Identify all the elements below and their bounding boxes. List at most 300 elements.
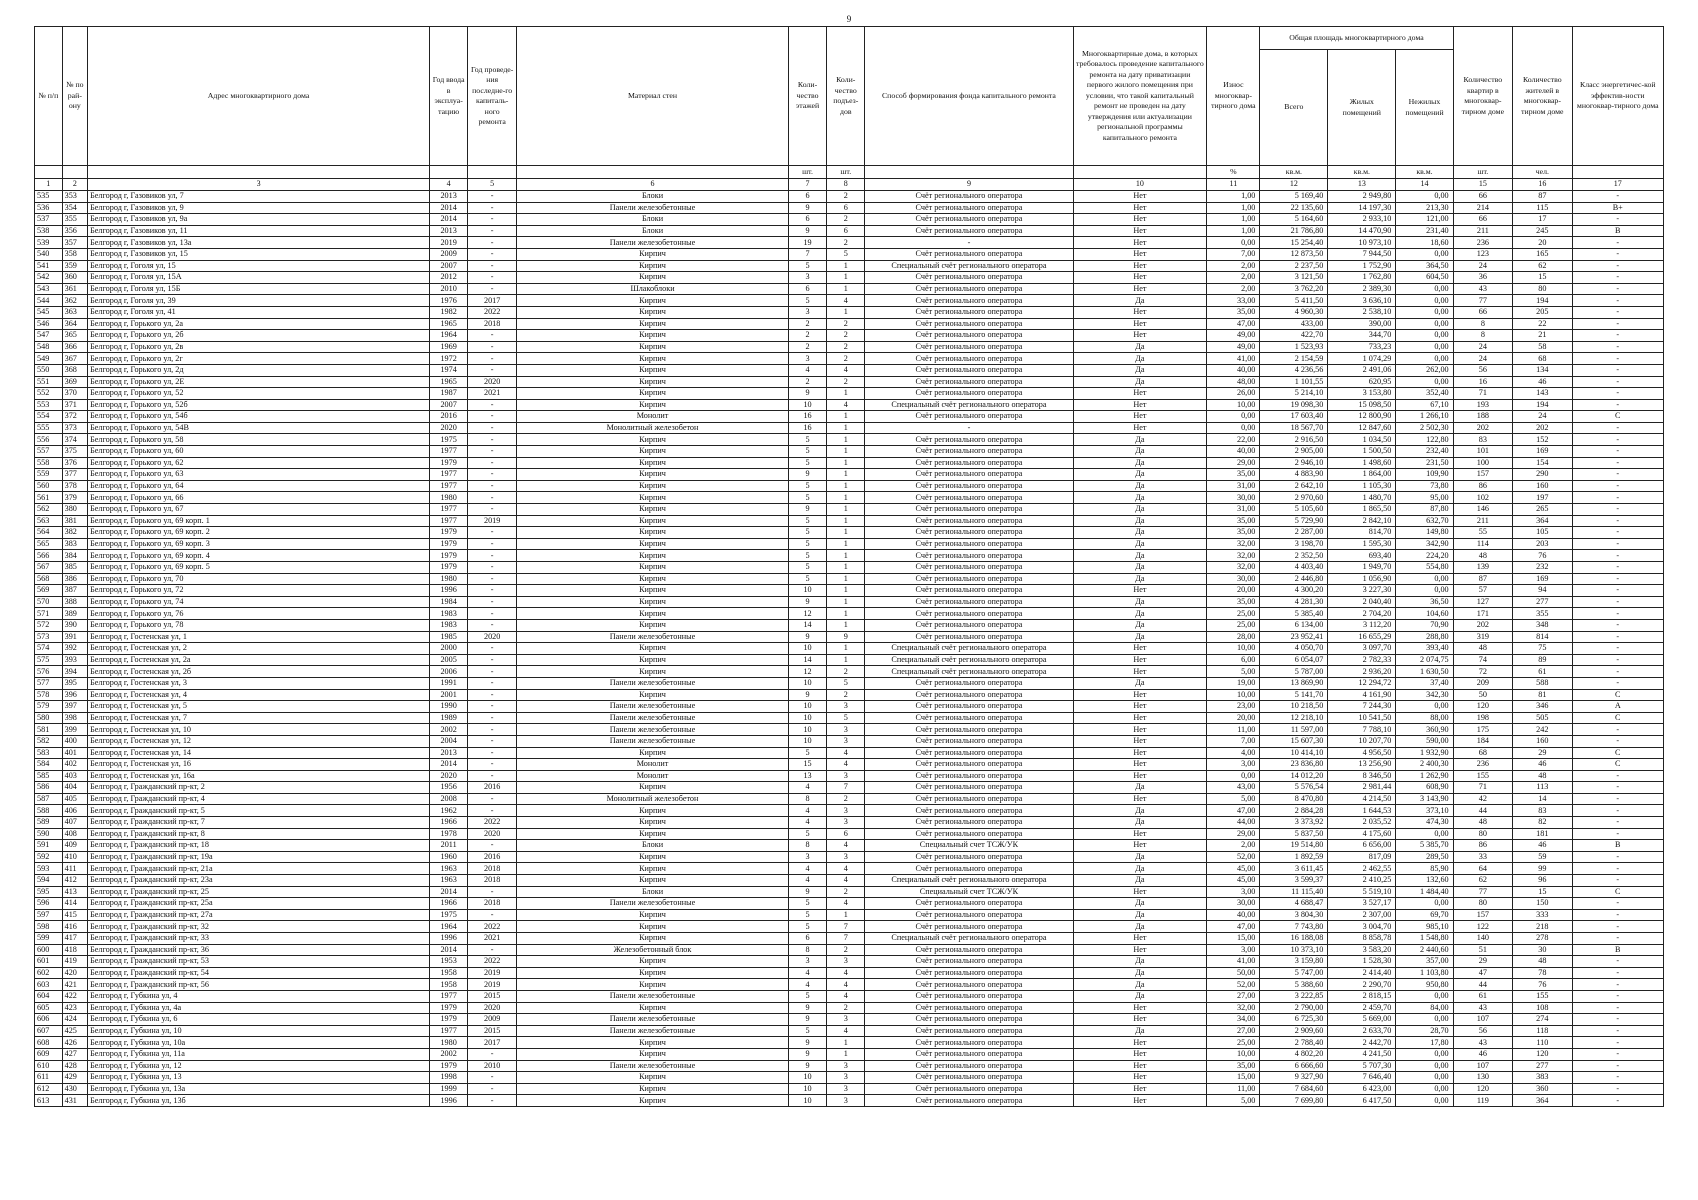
cell-repair-required: Нет (1073, 759, 1207, 771)
cell-residents-count: 94 (1513, 585, 1572, 597)
cell-repair-required: Да (1073, 434, 1207, 446)
cell-apartments-count: 72 (1453, 666, 1512, 678)
cell-residents-count: 68 (1513, 353, 1572, 365)
cell-floors: 10 (788, 399, 826, 411)
cell-energy-class: - (1572, 1083, 1663, 1095)
cell-area-residential: 1 644,53 (1328, 805, 1396, 817)
cell-floors: 4 (788, 782, 826, 794)
table-row (35, 527, 1664, 539)
cell-last-repair-year: - (468, 237, 517, 249)
cell-wall-material: Кирпич (517, 527, 789, 539)
cell-fund-method: Счёт регионального оператора (865, 1060, 1073, 1072)
cell-apartments-count: 46 (1453, 1048, 1512, 1060)
cell-residents-count: 105 (1513, 527, 1572, 539)
cell-district-number: 389 (62, 608, 87, 620)
cell-wear-percent: 22,00 (1207, 434, 1260, 446)
cell-year-built: 1975 (430, 434, 468, 446)
cell-area-nonresidential: 121,00 (1396, 214, 1453, 226)
cell-wear-percent: 6,00 (1207, 654, 1260, 666)
cell-entrances: 1 (827, 1037, 865, 1049)
column-number: 13 (1328, 179, 1396, 191)
cell-residents-count: 245 (1513, 225, 1572, 237)
cell-wall-material: Панели железобетонные (517, 701, 789, 713)
cell-area-nonresidential: 0,00 (1396, 376, 1453, 388)
cell-area-nonresidential: 70,90 (1396, 619, 1453, 631)
cell-area-nonresidential: 262,00 (1396, 364, 1453, 376)
cell-entrances: 4 (827, 399, 865, 411)
cell-wear-percent: 1,00 (1207, 225, 1260, 237)
table-row (35, 689, 1664, 701)
cell-energy-class: В (1572, 225, 1663, 237)
cell-row-number: 542 (35, 272, 63, 284)
cell-area-total: 3 373,92 (1260, 817, 1328, 829)
column-number: 5 (468, 179, 517, 191)
cell-area-total: 4 960,30 (1260, 306, 1328, 318)
cell-row-number: 591 (35, 840, 63, 852)
cell-area-residential: 3 004,70 (1328, 921, 1396, 933)
cell-year-built: 1991 (430, 677, 468, 689)
cell-fund-method: Счёт регионального оператора (865, 793, 1073, 805)
cell-area-total: 422,70 (1260, 330, 1328, 342)
cell-row-number: 586 (35, 782, 63, 794)
cell-year-built: 1989 (430, 712, 468, 724)
cell-fund-method: Счёт регионального оператора (865, 735, 1073, 747)
cell-wear-percent: 5,00 (1207, 1095, 1260, 1107)
cell-residents-count: 62 (1513, 260, 1572, 272)
table-row (35, 990, 1664, 1002)
cell-area-total: 10 414,10 (1260, 747, 1328, 759)
cell-wear-percent: 30,00 (1207, 573, 1260, 585)
cell-district-number: 418 (62, 944, 87, 956)
cell-entrances: 1 (827, 388, 865, 400)
cell-address: Белгород г, Гражданский пр-кт, 54 (88, 967, 430, 979)
cell-floors: 5 (788, 562, 826, 574)
cell-wear-percent: 49,00 (1207, 341, 1260, 353)
cell-fund-method: Счёт регионального оператора (865, 990, 1073, 1002)
cell-district-number: 393 (62, 654, 87, 666)
cell-residents-count: 505 (1513, 712, 1572, 724)
page-number: 9 (846, 14, 852, 24)
cell-year-built: 1979 (430, 562, 468, 574)
table-row (35, 619, 1664, 631)
cell-apartments-count: 114 (1453, 538, 1512, 550)
cell-area-nonresidential: 0,00 (1396, 828, 1453, 840)
cell-floors: 9 (788, 596, 826, 608)
cell-energy-class: - (1572, 724, 1663, 736)
table-row (35, 515, 1664, 527)
cell-area-residential: 814,70 (1328, 527, 1396, 539)
cell-energy-class: - (1572, 608, 1663, 620)
cell-energy-class: - (1572, 933, 1663, 945)
cell-repair-required: Нет (1073, 724, 1207, 736)
cell-residents-count: 89 (1513, 654, 1572, 666)
cell-district-number: 424 (62, 1014, 87, 1026)
cell-fund-method: Специальный счёт регионального оператора (865, 666, 1073, 678)
cell-row-number: 577 (35, 677, 63, 689)
cell-area-total: 11 115,40 (1260, 886, 1328, 898)
cell-residents-count: 20 (1513, 237, 1572, 249)
cell-energy-class: - (1572, 376, 1663, 388)
cell-row-number: 581 (35, 724, 63, 736)
cell-year-built: 2013 (430, 225, 468, 237)
cell-area-nonresidential: 1 484,40 (1396, 886, 1453, 898)
cell-wall-material: Кирпич (517, 828, 789, 840)
cell-apartments-count: 62 (1453, 875, 1512, 887)
cell-area-nonresidential: 0,00 (1396, 306, 1453, 318)
cell-energy-class: - (1572, 504, 1663, 516)
cell-repair-required: Нет (1073, 735, 1207, 747)
cell-energy-class: - (1572, 306, 1663, 318)
cell-area-residential: 3 527,17 (1328, 898, 1396, 910)
table-row (35, 469, 1664, 481)
cell-year-built: 1996 (430, 1095, 468, 1107)
cell-year-built: 2005 (430, 654, 468, 666)
column-number: 2 (62, 179, 87, 191)
table-row (35, 828, 1664, 840)
cell-apartments-count: 8 (1453, 330, 1512, 342)
cell-last-repair-year: 2017 (468, 295, 517, 307)
cell-row-number: 611 (35, 1072, 63, 1084)
cell-address: Белгород г, Горького ул, 67 (88, 504, 430, 516)
table-row (35, 248, 1664, 260)
table-row (35, 863, 1664, 875)
cell-address: Белгород г, Гостенская ул, 3 (88, 677, 430, 689)
cell-last-repair-year: 2018 (468, 318, 517, 330)
cell-wear-percent: 28,00 (1207, 631, 1260, 643)
cell-wear-percent: 44,00 (1207, 817, 1260, 829)
cell-entrances: 1 (827, 272, 865, 284)
cell-fund-method: Счёт регионального оператора (865, 469, 1073, 481)
cell-year-built: 1996 (430, 933, 468, 945)
table-row (35, 376, 1664, 388)
cell-address: Белгород г, Губкина ул, 12 (88, 1060, 430, 1072)
cell-entrances: 7 (827, 921, 865, 933)
cell-wear-percent: 10,00 (1207, 689, 1260, 701)
cell-residents-count: 76 (1513, 979, 1572, 991)
cell-area-nonresidential: 0,00 (1396, 318, 1453, 330)
cell-fund-method: Счёт регионального оператора (865, 770, 1073, 782)
cell-wear-percent: 30,00 (1207, 898, 1260, 910)
cell-entrances: 1 (827, 504, 865, 516)
cell-energy-class: - (1572, 515, 1663, 527)
col-header-address: Адрес многоквартирного дома (88, 27, 430, 166)
cell-apartments-count: 319 (1453, 631, 1512, 643)
cell-entrances: 3 (827, 770, 865, 782)
cell-energy-class: - (1572, 805, 1663, 817)
cell-wear-percent: 35,00 (1207, 527, 1260, 539)
table-row (35, 1014, 1664, 1026)
cell-area-residential: 2 491,06 (1328, 364, 1396, 376)
cell-last-repair-year: 2020 (468, 631, 517, 643)
cell-fund-method: Счёт регионального оператора (865, 225, 1073, 237)
cell-area-residential: 3 112,20 (1328, 619, 1396, 631)
cell-fund-method: - (865, 422, 1073, 434)
cell-row-number: 602 (35, 967, 63, 979)
cell-area-total: 6 134,00 (1260, 619, 1328, 631)
cell-area-nonresidential: 342,30 (1396, 689, 1453, 701)
cell-apartments-count: 57 (1453, 585, 1512, 597)
cell-entrances: 3 (827, 1095, 865, 1107)
cell-fund-method: Счёт регионального оператора (865, 759, 1073, 771)
cell-year-built: 1977 (430, 446, 468, 458)
cell-district-number: 371 (62, 399, 87, 411)
cell-area-total: 14 012,20 (1260, 770, 1328, 782)
cell-apartments-count: 139 (1453, 562, 1512, 574)
cell-fund-method: Счёт регионального оператора (865, 202, 1073, 214)
table-row (35, 793, 1664, 805)
table-row (35, 1037, 1664, 1049)
cell-area-nonresidential: 1 266,10 (1396, 411, 1453, 423)
cell-address: Белгород г, Горького ул, 52б (88, 399, 430, 411)
cell-residents-count: 218 (1513, 921, 1572, 933)
unit-residents: чел. (1513, 166, 1572, 179)
cell-repair-required: Нет (1073, 1060, 1207, 1072)
column-number: 10 (1073, 179, 1207, 191)
cell-area-residential: 10 541,50 (1328, 712, 1396, 724)
cell-residents-count: 83 (1513, 805, 1572, 817)
cell-apartments-count: 209 (1453, 677, 1512, 689)
cell-fund-method: Счёт регионального оператора (865, 446, 1073, 458)
cell-area-residential: 1 762,80 (1328, 272, 1396, 284)
cell-apartments-count: 146 (1453, 504, 1512, 516)
cell-last-repair-year: - (468, 1095, 517, 1107)
cell-area-total: 1 101,55 (1260, 376, 1328, 388)
cell-area-nonresidential: 232,40 (1396, 446, 1453, 458)
cell-fund-method: Счёт регионального оператора (865, 527, 1073, 539)
cell-area-total: 3 611,45 (1260, 863, 1328, 875)
cell-residents-count: 814 (1513, 631, 1572, 643)
cell-area-total: 5 141,70 (1260, 689, 1328, 701)
table-row (35, 817, 1664, 829)
cell-area-nonresidential: 352,40 (1396, 388, 1453, 400)
cell-district-number: 402 (62, 759, 87, 771)
cell-area-nonresidential: 0,00 (1396, 1048, 1453, 1060)
cell-energy-class: - (1572, 921, 1663, 933)
cell-floors: 16 (788, 411, 826, 423)
cell-last-repair-year: - (468, 504, 517, 516)
cell-area-residential: 4 175,60 (1328, 828, 1396, 840)
table-row (35, 1025, 1664, 1037)
column-number: 9 (865, 179, 1073, 191)
cell-address: Белгород г, Гражданский пр-кт, 33 (88, 933, 430, 945)
cell-district-number: 399 (62, 724, 87, 736)
table-row (35, 851, 1664, 863)
cell-floors: 10 (788, 643, 826, 655)
cell-district-number: 364 (62, 318, 87, 330)
cell-wear-percent: 50,00 (1207, 967, 1260, 979)
cell-apartments-count: 33 (1453, 851, 1512, 863)
cell-last-repair-year: - (468, 677, 517, 689)
cell-entrances: 1 (827, 909, 865, 921)
cell-wall-material: Блоки (517, 840, 789, 852)
cell-area-residential: 6 417,50 (1328, 1095, 1396, 1107)
cell-last-repair-year: - (468, 330, 517, 342)
cell-address: Белгород г, Гоголя ул, 15Б (88, 283, 430, 295)
table-row (35, 1095, 1664, 1107)
cell-entrances: 2 (827, 1002, 865, 1014)
cell-residents-count: 194 (1513, 295, 1572, 307)
cell-floors: 6 (788, 283, 826, 295)
unit-entrances: шт. (827, 166, 865, 179)
cell-apartments-count: 214 (1453, 202, 1512, 214)
cell-energy-class: - (1572, 353, 1663, 365)
cell-year-built: 1966 (430, 898, 468, 910)
cell-wall-material: Кирпич (517, 909, 789, 921)
cell-apartments-count: 66 (1453, 214, 1512, 226)
cell-floors: 5 (788, 295, 826, 307)
cell-wall-material: Кирпич (517, 538, 789, 550)
cell-entrances: 4 (827, 898, 865, 910)
cell-row-number: 543 (35, 283, 63, 295)
col-header-apartments-count: Количество квартир в многоквар-тирном доме (1453, 27, 1512, 166)
cell-residents-count: 14 (1513, 793, 1572, 805)
cell-wear-percent: 30,00 (1207, 492, 1260, 504)
cell-row-number: 610 (35, 1060, 63, 1072)
cell-year-built: 2014 (430, 944, 468, 956)
cell-entrances: 3 (827, 805, 865, 817)
cell-area-total: 5 837,50 (1260, 828, 1328, 840)
cell-address: Белгород г, Гоголя ул, 39 (88, 295, 430, 307)
cell-last-repair-year: - (468, 759, 517, 771)
cell-residents-count: 87 (1513, 191, 1572, 203)
cell-wall-material: Кирпич (517, 306, 789, 318)
cell-area-residential: 2 035,52 (1328, 817, 1396, 829)
cell-last-repair-year: - (468, 492, 517, 504)
cell-apartments-count: 66 (1453, 306, 1512, 318)
cell-wall-material: Панели железобетонные (517, 1060, 789, 1072)
cell-residents-count: 355 (1513, 608, 1572, 620)
cell-residents-count: 348 (1513, 619, 1572, 631)
cell-address: Белгород г, Гражданский пр-кт, 8 (88, 828, 430, 840)
cell-wall-material: Кирпич (517, 967, 789, 979)
cell-energy-class: - (1572, 735, 1663, 747)
cell-row-number: 601 (35, 956, 63, 968)
cell-repair-required: Да (1073, 956, 1207, 968)
cell-floors: 10 (788, 701, 826, 713)
cell-energy-class: - (1572, 979, 1663, 991)
cell-apartments-count: 140 (1453, 933, 1512, 945)
cell-wall-material: Кирпич (517, 596, 789, 608)
cell-area-residential: 1 949,70 (1328, 562, 1396, 574)
cell-district-number: 423 (62, 1002, 87, 1014)
cell-floors: 5 (788, 480, 826, 492)
cell-entrances: 5 (827, 248, 865, 260)
cell-repair-required: Да (1073, 677, 1207, 689)
cell-district-number: 413 (62, 886, 87, 898)
cell-area-residential: 12 800,90 (1328, 411, 1396, 423)
cell-row-number: 590 (35, 828, 63, 840)
column-number: 16 (1513, 179, 1572, 191)
cell-energy-class: - (1572, 851, 1663, 863)
cell-area-residential: 1 056,90 (1328, 573, 1396, 585)
cell-district-number: 367 (62, 353, 87, 365)
table-row (35, 805, 1664, 817)
cell-apartments-count: 48 (1453, 817, 1512, 829)
table-row (35, 1072, 1664, 1084)
table-row (35, 283, 1664, 295)
cell-residents-count: 169 (1513, 446, 1572, 458)
cell-area-residential: 16 655,29 (1328, 631, 1396, 643)
cell-area-total: 5 164,60 (1260, 214, 1328, 226)
cell-entrances: 2 (827, 318, 865, 330)
cell-year-built: 1956 (430, 782, 468, 794)
cell-row-number: 583 (35, 747, 63, 759)
cell-row-number: 609 (35, 1048, 63, 1060)
cell-entrances: 2 (827, 886, 865, 898)
cell-apartments-count: 44 (1453, 979, 1512, 991)
cell-year-built: 1977 (430, 1025, 468, 1037)
cell-entrances: 3 (827, 735, 865, 747)
col-header-area-residential: Жилых помещений (1328, 50, 1396, 166)
table-row (35, 643, 1664, 655)
cell-energy-class: - (1572, 248, 1663, 260)
col-header-wear: Износ многоквар-тирного дома (1207, 27, 1260, 166)
cell-apartments-count: 86 (1453, 840, 1512, 852)
cell-energy-class: - (1572, 782, 1663, 794)
cell-address: Белгород г, Горького ул, 70 (88, 573, 430, 585)
cell-year-built: 1979 (430, 1014, 468, 1026)
cell-entrances: 7 (827, 933, 865, 945)
cell-floors: 4 (788, 863, 826, 875)
cell-year-built: 1985 (430, 631, 468, 643)
cell-energy-class: - (1572, 770, 1663, 782)
cell-wear-percent: 33,00 (1207, 295, 1260, 307)
table-row (35, 457, 1664, 469)
cell-apartments-count: 171 (1453, 608, 1512, 620)
cell-year-built: 2014 (430, 202, 468, 214)
cell-entrances: 1 (827, 643, 865, 655)
cell-area-residential: 10 207,70 (1328, 735, 1396, 747)
cell-area-total: 7 743,80 (1260, 921, 1328, 933)
cell-last-repair-year: - (468, 712, 517, 724)
cell-repair-required: Нет (1073, 214, 1207, 226)
cell-address: Белгород г, Гражданский пр-кт, 5 (88, 805, 430, 817)
cell-last-repair-year: 2021 (468, 388, 517, 400)
cell-area-total: 4 236,56 (1260, 364, 1328, 376)
cell-repair-required: Нет (1073, 1037, 1207, 1049)
cell-floors: 3 (788, 306, 826, 318)
cell-area-nonresidential: 104,60 (1396, 608, 1453, 620)
cell-fund-method: Счёт регионального оператора (865, 851, 1073, 863)
cell-area-residential: 344,70 (1328, 330, 1396, 342)
cell-wear-percent: 26,00 (1207, 388, 1260, 400)
cell-entrances: 1 (827, 1048, 865, 1060)
cell-area-total: 2 154,59 (1260, 353, 1328, 365)
cell-wall-material: Панели железобетонные (517, 712, 789, 724)
cell-wall-material: Кирпич (517, 689, 789, 701)
cell-last-repair-year: - (468, 446, 517, 458)
table-row (35, 782, 1664, 794)
table-row (35, 550, 1664, 562)
cell-area-residential: 2 040,40 (1328, 596, 1396, 608)
table-row (35, 933, 1664, 945)
cell-address: Белгород г, Гостенская ул, 10 (88, 724, 430, 736)
cell-repair-required: Нет (1073, 225, 1207, 237)
table-row (35, 411, 1664, 423)
table-row (35, 364, 1664, 376)
cell-area-nonresidential: 0,00 (1396, 1014, 1453, 1026)
cell-repair-required: Нет (1073, 306, 1207, 318)
cell-address: Белгород г, Горького ул, 54В (88, 422, 430, 434)
cell-area-nonresidential: 0,00 (1396, 701, 1453, 713)
cell-wall-material: Кирпич (517, 979, 789, 991)
cell-wear-percent: 32,00 (1207, 550, 1260, 562)
cell-energy-class: - (1572, 1014, 1663, 1026)
cell-apartments-count: 188 (1453, 411, 1512, 423)
cell-district-number: 381 (62, 515, 87, 527)
cell-district-number: 394 (62, 666, 87, 678)
cell-fund-method: Счёт регионального оператора (865, 1083, 1073, 1095)
